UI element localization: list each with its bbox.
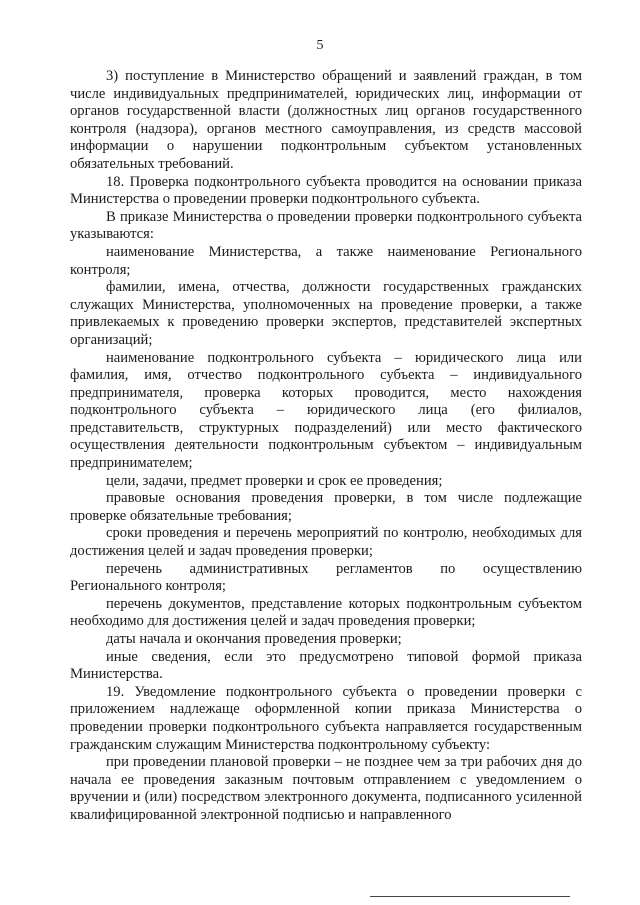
paragraph-order-intro: В приказе Министерства о проведении проверки подконтрольного субъекта указываются: <box>70 208 582 243</box>
list-item: иные сведения, если это предусмотрено типовой формой приказа Министерства. <box>70 648 582 683</box>
document-body <box>70 68 582 825</box>
list-item: даты начала и окончания проведения проверки; <box>106 631 402 647</box>
list-item: правовые основания проведения проверки, в том числе подлежащие проверке обязательные требования; <box>70 490 582 524</box>
list-item: фамилии, имена, отчества, должности государственных гражданских служащих Министерства, уполномоченных на проведение проверки, а также привлекаемых к проведению проверки экспертов, представителей экспертных организаций; <box>70 279 582 348</box>
paragraph-planned-check: при проведении плановой проверки – не позднее чем за три рабочих дня до начала ее проведения заказным почтовым отправлением с уведомлением о вручении и (или) посредством электронного документа, подписанного усиленной квалифицированной электронной подписью и направленного <box>70 754 582 823</box>
list-item: сроки проведения и перечень мероприятий по контролю, необходимых для достижения целей и задач проведения проверки; <box>70 525 582 560</box>
page-number: 5 <box>316 38 324 53</box>
paragraph-item-3: 3) поступление в Министерство обращений и заявлений граждан, в том числе индивидуальных предпринимателей, юридических лиц, информации от органов государственной власти (должностных лиц органов государственного контроля (надзора), органов местного самоуправления, из средств массовой информации о нарушении подконтрольным субъектом установленных обязательных требований. <box>70 68 582 172</box>
paragraph-19: 19. Уведомление подконтрольного субъекта о проведении проверки с приложением надлежаще оформленной копии приказа Министерства о проведении проверки подконтрольного субъекта направляется государственным гражданским служащим Министерства подконтрольному субъекту: <box>70 683 582 753</box>
list-item: наименование подконтрольного субъекта – юридического лица или фамилия, имя, отчество подконтрольного субъекта – индивидуального предпринимателя, проверка которых проводится, место нахождения подконтрольного субъекта – юридического лица (его филиалов, представительств, структурных подразделений) или место фактического осуществления деятельности подконтрольным субъектом – индивидуальным предпринимателем; <box>70 349 582 472</box>
list-item: перечень документов, представление которых подконтрольным субъектом необходимо для достижения целей и задач проведения проверки; <box>70 595 582 630</box>
list-item: наименование Министерства, а также наименование Регионального контроля; <box>70 243 582 278</box>
list-item: перечень административных регламентов по осуществлению Регионального контроля; <box>70 560 582 595</box>
footer-divider <box>370 896 570 897</box>
paragraph-18: 18. Проверка подконтрольного субъекта проводится на основании приказа Министерства о проведении проверки подконтрольного субъекта. <box>70 173 582 208</box>
list-item: цели, задачи, предмет проверки и срок ее проведения; <box>106 472 443 489</box>
